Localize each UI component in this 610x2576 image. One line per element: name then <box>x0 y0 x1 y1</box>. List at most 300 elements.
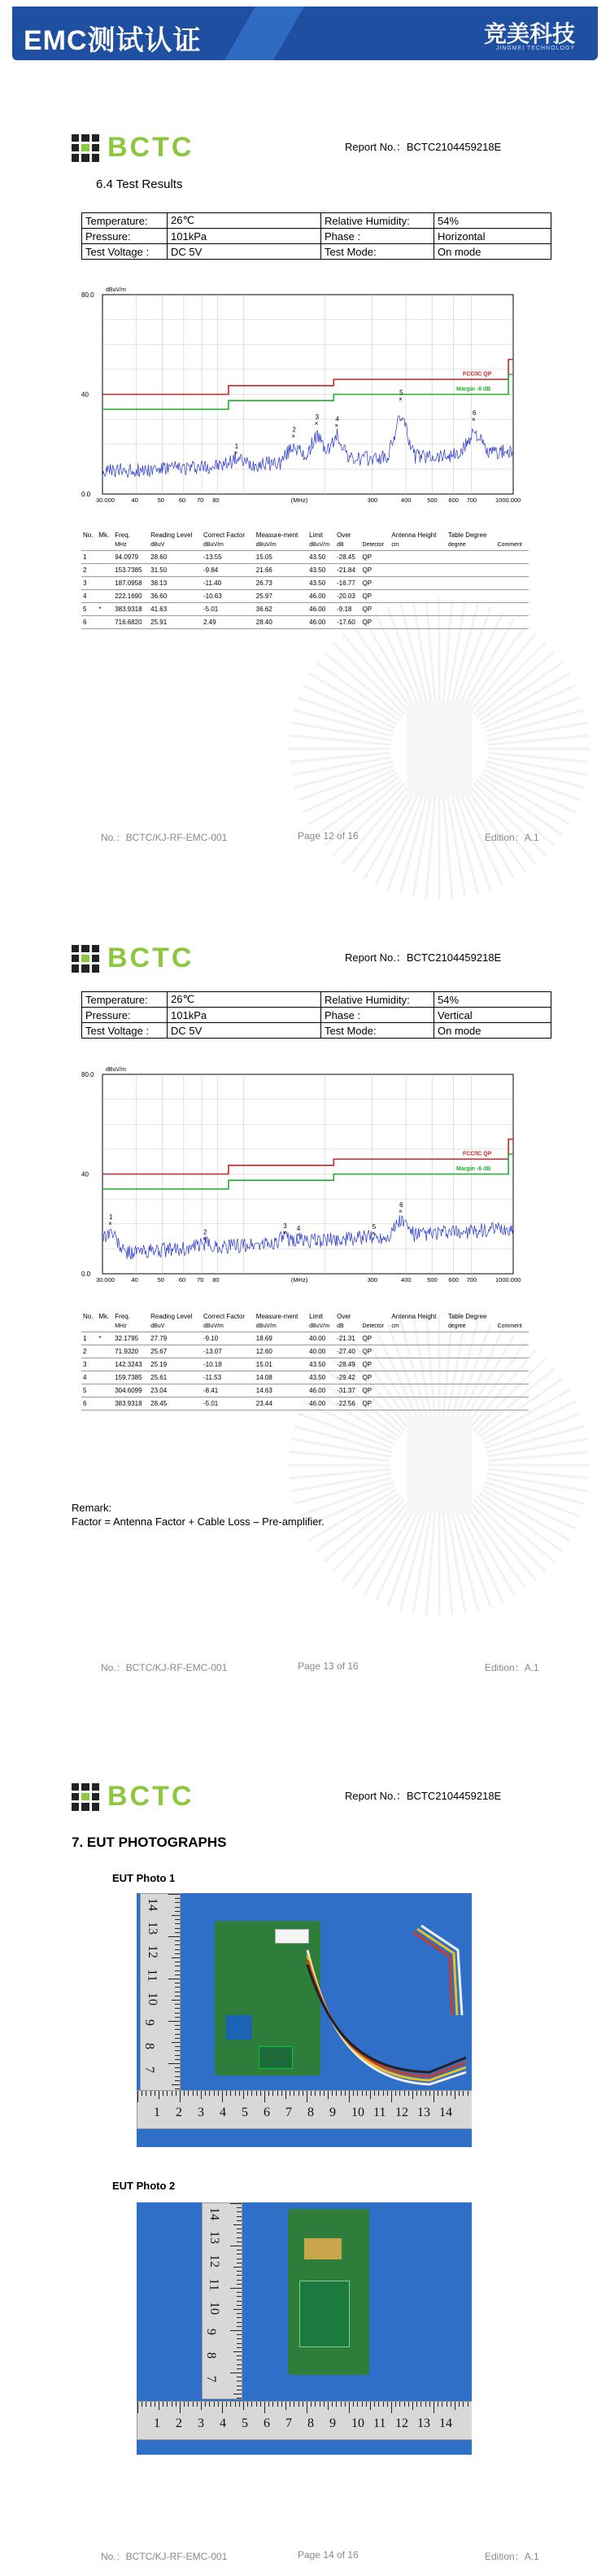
label-humidity: Relative Humidity: <box>321 213 434 229</box>
x-tick-label: 50 <box>157 496 164 504</box>
ruler-number: 6 <box>264 2106 270 2119</box>
remark-text: Factor = Antenna Factor + Cable Loss – Pre-amplifier. <box>72 1515 325 1528</box>
ruler-tick <box>230 2091 231 2096</box>
x-tick-label: 400 <box>401 1276 412 1284</box>
footer-page: Page 13 of 16 <box>298 1660 359 1672</box>
table-cell: QP <box>361 1358 390 1371</box>
ruler-number: 8 <box>204 2352 218 2359</box>
peak-marker-label: 5 <box>399 388 403 396</box>
table-cell <box>390 1358 447 1371</box>
x-tick-label: 70 <box>197 1276 204 1284</box>
table-cell: -8.41 <box>202 1384 255 1397</box>
ruler-tick <box>243 2402 244 2410</box>
ruler-tick <box>218 2402 219 2407</box>
results-header-cell <box>496 1312 529 1321</box>
table-cell: QP <box>361 1332 390 1345</box>
ruler-tick <box>429 2402 430 2407</box>
table-cell <box>390 590 447 603</box>
report-number: Report No.：BCTC2104459218E <box>345 141 502 153</box>
results-header-cell: Limit <box>309 531 324 539</box>
ruler-number: 11 <box>373 2416 386 2430</box>
limit-label: FCC/IC QP <box>463 1151 492 1157</box>
table-cell <box>496 1384 529 1397</box>
table-cell: QP <box>361 1384 390 1397</box>
table-cell <box>390 603 447 616</box>
ruler-tick <box>180 2402 181 2413</box>
photo-label-1: EUT Photo 1 <box>112 1872 176 1884</box>
x-tick-label: 500 <box>427 496 438 504</box>
ruler-tick <box>175 2013 180 2014</box>
table-cell: -20.03 <box>335 590 360 603</box>
ruler-tick <box>341 2402 342 2407</box>
terminal-block <box>259 2046 293 2069</box>
table-cell <box>390 551 447 564</box>
results-unit-cell: dBuV/m <box>255 1321 307 1332</box>
ruler-tick <box>272 2402 273 2407</box>
banner-brand-sub: JINGMEI TECHNOLOGY <box>495 46 575 51</box>
ruler-tick <box>175 1940 180 1941</box>
ruler-tick <box>235 2091 236 2096</box>
table-cell: * <box>97 603 113 616</box>
table-cell <box>447 551 496 564</box>
section-title: 7. EUT PHOTOGRAPHS <box>72 1835 227 1850</box>
ruler-tick <box>237 2275 242 2276</box>
ruler-number: 12 <box>395 2416 408 2430</box>
ruler-tick <box>237 2398 242 2399</box>
table-cell: QP <box>361 551 390 564</box>
ruler-tick <box>137 2091 138 2102</box>
results-unit-cell: degree <box>447 540 496 551</box>
watermark-center <box>407 700 472 798</box>
results-unit-cell: MHz <box>113 1321 149 1332</box>
x-tick-label: 300 <box>367 496 378 504</box>
ruler-tick <box>237 2220 242 2221</box>
table-cell: 222.1690 <box>113 590 149 603</box>
ruler-number: 9 <box>204 2329 218 2335</box>
ruler-number: 3 <box>198 2106 204 2119</box>
ruler-tick <box>463 2402 464 2407</box>
results-table-horizontal <box>81 531 529 629</box>
results-unit-cell <box>97 540 113 551</box>
ruler-number: 11 <box>207 2278 221 2291</box>
ruler-tick <box>260 2091 261 2096</box>
ruler-tick <box>172 2084 180 2085</box>
table-cell <box>390 1332 447 1345</box>
table-row <box>81 1332 529 1345</box>
y-tick-label: 80.0 <box>81 1071 94 1078</box>
ruler-tick <box>237 2317 242 2318</box>
ruler-horizontal <box>137 2401 472 2440</box>
results-header-cell: Correct Factor <box>203 531 246 539</box>
ruler-tick <box>251 2091 252 2096</box>
ruler-tick <box>233 2351 242 2352</box>
table-cell: 25.67 <box>149 1345 202 1358</box>
test-conditions-table <box>81 991 551 1039</box>
ruler-tick <box>172 2000 180 2001</box>
y-tick-label: 0.0 <box>81 1271 91 1278</box>
eut-photo-2 <box>137 2202 472 2455</box>
ruler-number: 12 <box>146 1945 159 1958</box>
value-mode: On mode <box>434 244 551 260</box>
table-cell: -28.45 <box>335 551 360 564</box>
peak-marker-label: 2 <box>292 426 296 434</box>
ruler-tick <box>214 2402 215 2407</box>
results-units-row <box>81 540 529 551</box>
ruler-tick <box>233 2309 242 2310</box>
remark-title: Remark: <box>72 1502 112 1514</box>
peak-marker: × <box>108 1219 112 1227</box>
table-cell: -27.40 <box>335 1345 360 1358</box>
ruler-number: 12 <box>207 2255 221 2268</box>
ruler-tick <box>237 2343 242 2344</box>
results-unit-cell: dBuV/m <box>307 540 335 551</box>
results-unit-cell <box>81 540 97 551</box>
ruler-tick <box>226 2402 227 2407</box>
x-tick-label: 600 <box>448 496 459 504</box>
table-cell: 25.91 <box>149 616 202 629</box>
results-unit-cell <box>97 1321 113 1332</box>
ruler-number: 7 <box>204 2376 218 2382</box>
ruler-tick <box>214 2091 215 2096</box>
results-unit-cell: MHz <box>113 540 149 551</box>
table-cell: 2 <box>81 1345 97 1358</box>
value-phase: Horizontal <box>434 229 551 244</box>
ruler-number: 8 <box>307 2106 314 2119</box>
ruler-number: 14 <box>439 2416 452 2430</box>
table-row <box>81 564 529 577</box>
logo-mark-icon <box>72 134 99 162</box>
results-unit-cell: cm <box>390 1321 447 1332</box>
ruler-tick <box>193 2402 194 2407</box>
table-cell: 43.50 <box>307 577 335 590</box>
ruler-tick <box>193 2091 194 2096</box>
ruler-tick <box>425 2402 426 2407</box>
peak-marker: × <box>334 422 339 430</box>
results-table-vertical <box>81 1312 529 1410</box>
table-cell: 25.19 <box>149 1358 202 1371</box>
table-cell: * <box>97 1332 113 1345</box>
ruler-tick <box>175 2008 180 2009</box>
bctc-logo <box>72 1781 194 1813</box>
table-row <box>81 577 529 590</box>
table-cell: 5 <box>81 1384 97 1397</box>
ruler-number: 8 <box>142 2043 156 2049</box>
results-header-cell: Antenna Height <box>391 1313 437 1320</box>
table-cell: 12.60 <box>255 1345 307 1358</box>
table-cell: 26.73 <box>255 577 307 590</box>
table-cell <box>97 551 113 564</box>
table-cell: 32.1795 <box>113 1332 149 1345</box>
table-cell <box>447 616 496 629</box>
ruler-number: 14 <box>207 2207 221 2220</box>
ruler-tick <box>175 1919 180 1920</box>
value-humidity: 54% <box>434 992 551 1008</box>
ruler-number: 5 <box>242 2106 248 2119</box>
report-page-14 <box>0 1685 610 2576</box>
ruler-number: 2 <box>176 2106 182 2119</box>
table-row <box>81 1371 529 1384</box>
results-units-row <box>81 1321 529 1332</box>
ruler-tick <box>168 2063 180 2064</box>
ruler-tick <box>175 1911 180 1912</box>
x-tick-label: 80 <box>212 496 220 504</box>
ruler-tick <box>353 2402 354 2407</box>
ruler-tick <box>237 2322 242 2323</box>
ruler-tick <box>197 2402 198 2407</box>
table-cell: 25.97 <box>255 590 307 603</box>
x-tick-label: 500 <box>427 1276 438 1284</box>
table-cell: -16.77 <box>335 577 360 590</box>
ruler-tick <box>332 2402 333 2407</box>
ruler-number: 10 <box>351 2416 364 2430</box>
ruler-tick <box>175 2050 180 2051</box>
ruler-tick <box>328 2402 329 2410</box>
label-pressure: Pressure: <box>82 1008 168 1023</box>
logo-word: BCTC <box>107 132 194 163</box>
table-cell: 18.69 <box>255 1332 307 1345</box>
ruler-tick <box>237 2237 242 2238</box>
table-cell <box>496 1358 529 1371</box>
ruler-tick <box>222 2402 223 2413</box>
label-temperature: Temperature: <box>82 213 168 229</box>
results-unit-cell: degree <box>447 1321 496 1332</box>
y-tick-label: 40 <box>81 391 89 399</box>
results-header-cell <box>361 531 390 540</box>
ruler-tick <box>237 2271 242 2272</box>
x-tick-label: 700 <box>466 1276 477 1284</box>
table-cell <box>390 1371 447 1384</box>
results-unit-cell: Comment <box>496 1321 529 1332</box>
ruler-tick <box>175 1987 180 1988</box>
ruler-tick <box>180 2091 181 2102</box>
x-tick-label: 30.000 <box>96 496 115 504</box>
table-cell: 46.00 <box>307 603 335 616</box>
ruler-tick <box>237 2280 242 2281</box>
x-tick-label: 400 <box>401 496 412 504</box>
ruler-number: 12 <box>395 2106 408 2119</box>
logo-mark-icon <box>72 1783 99 1811</box>
table-cell: 40.00 <box>307 1345 335 1358</box>
table-cell <box>97 1371 113 1384</box>
table-row <box>81 590 529 603</box>
ruler-number: 5 <box>242 2416 248 2430</box>
table-cell <box>390 1345 447 1358</box>
peak-marker: × <box>295 1231 300 1239</box>
ruler-tick <box>222 2091 223 2102</box>
label-pressure: Pressure: <box>82 229 168 244</box>
results-header-cell: Table Degree <box>447 1313 487 1320</box>
ruler-tick <box>188 2402 189 2407</box>
results-unit-cell <box>81 1321 97 1332</box>
ruler-tick <box>412 2402 413 2410</box>
ruler-tick <box>201 2091 202 2099</box>
table-cell <box>496 1345 529 1358</box>
ruler-tick <box>218 2091 219 2096</box>
ruler-number: 8 <box>307 2416 314 2430</box>
ruler-number: 10 <box>207 2302 221 2315</box>
ruler-tick <box>416 2402 417 2407</box>
label-mode: Test Mode: <box>321 1023 434 1039</box>
ruler-tick <box>168 1894 180 1895</box>
table-cell: 3 <box>81 577 97 590</box>
table-cell: 28.45 <box>149 1397 202 1410</box>
ruler-tick <box>175 1932 180 1933</box>
y-axis-label: dBuV/m <box>106 287 126 293</box>
ruler-tick <box>205 2402 206 2407</box>
table-cell <box>447 564 496 577</box>
table-cell: 2 <box>81 564 97 577</box>
peak-marker-label: 1 <box>109 1213 113 1221</box>
margin-label: Margin -6 dB <box>456 386 491 392</box>
table-cell: QP <box>361 603 390 616</box>
eut-photo-1 <box>137 1893 472 2147</box>
label-mode: Test Mode: <box>321 244 434 260</box>
table-cell: 23.44 <box>255 1397 307 1410</box>
table-cell: 28.40 <box>255 616 307 629</box>
margin-label: Margin -6 dB <box>456 1166 491 1172</box>
ruler-tick <box>237 2254 242 2255</box>
table-cell <box>97 1358 113 1371</box>
ruler-tick <box>175 1970 180 1971</box>
ruler-tick <box>201 2402 202 2410</box>
value-voltage: DC 5V <box>168 244 321 260</box>
ruler-tick <box>175 1949 180 1950</box>
footer-edition: Edition：A.1 <box>485 832 539 843</box>
peak-marker: × <box>282 1229 286 1237</box>
results-unit-cell: dB <box>335 540 360 551</box>
peak-marker-label: 4 <box>335 415 339 423</box>
ruler-tick <box>167 2091 168 2096</box>
ruler-tick <box>235 2402 236 2407</box>
emission-chart-vertical <box>78 1058 534 1294</box>
peak-marker-label: 3 <box>283 1222 287 1231</box>
table-cell: -21.31 <box>335 1332 360 1345</box>
ruler-tick <box>336 2402 337 2407</box>
ruler-tick <box>175 2046 180 2047</box>
ruler-number: 13 <box>207 2231 221 2244</box>
label-temperature: Temperature: <box>82 992 168 1008</box>
ruler-tick <box>408 2402 409 2407</box>
ruler-tick <box>264 2402 265 2413</box>
table-cell <box>447 577 496 590</box>
peak-marker-label: 5 <box>372 1223 377 1231</box>
ruler-tick <box>362 2402 363 2407</box>
table-row <box>81 616 529 629</box>
y-tick-label: 0.0 <box>81 491 91 498</box>
ruler-number: 7 <box>285 2416 292 2430</box>
table-cell <box>447 603 496 616</box>
x-tick-label: 700 <box>466 496 477 504</box>
peak-marker: × <box>202 1235 207 1243</box>
table-cell: 153.7385 <box>113 564 149 577</box>
table-cell: 43.50 <box>307 564 335 577</box>
ruler-tick <box>175 2038 180 2039</box>
top-banner <box>12 7 598 60</box>
ruler-tick <box>256 2402 257 2407</box>
ruler-tick <box>391 2402 392 2413</box>
label-humidity: Relative Humidity: <box>321 992 434 1008</box>
ruler-tick <box>345 2402 346 2407</box>
ruler-number: 7 <box>142 2066 156 2073</box>
ruler-tick <box>175 2076 180 2077</box>
value-humidity: 54% <box>434 213 551 229</box>
ruler-tick <box>167 2402 168 2407</box>
ruler-tick <box>237 2334 242 2335</box>
table-cell: 383.9318 <box>113 1397 149 1410</box>
value-pressure: 101kPa <box>168 1008 321 1023</box>
ruler-tick <box>237 2305 242 2306</box>
ruler-tick <box>226 2091 227 2096</box>
table-cell <box>496 1332 529 1345</box>
peak-marker: × <box>399 1208 403 1216</box>
ruler-tick <box>357 2402 358 2407</box>
table-cell: 43.50 <box>307 1371 335 1384</box>
ruler-number: 10 <box>146 1992 159 2005</box>
table-cell: 46.00 <box>307 616 335 629</box>
ruler-tick <box>172 1957 180 1958</box>
table-cell: 159.7385 <box>113 1371 149 1384</box>
ruler-tick <box>150 2402 151 2407</box>
ruler-number: 3 <box>198 2416 204 2430</box>
ruler-tick <box>247 2091 248 2096</box>
table-cell <box>390 564 447 577</box>
footer-edition: Edition：A.1 <box>485 2551 539 2562</box>
x-tick-label: 50 <box>157 1276 164 1284</box>
table-cell <box>97 616 113 629</box>
ruler-number: 11 <box>373 2106 386 2119</box>
table-cell <box>496 616 529 629</box>
bctc-logo <box>72 942 194 974</box>
results-header-cell: Correct Factor <box>203 1313 246 1320</box>
table-cell <box>97 1397 113 1410</box>
table-cell: 383.9318 <box>113 603 149 616</box>
table-row <box>81 1345 529 1358</box>
results-unit-cell: Detector <box>361 1321 390 1332</box>
watermark-center <box>407 1416 472 1514</box>
footer-edition: Edition：A.1 <box>485 1662 539 1673</box>
value-temperature: 26℃ <box>168 213 321 229</box>
ruler-tick <box>237 2211 242 2212</box>
table-cell <box>496 551 529 564</box>
results-header-cell: Measure-ment <box>255 1313 298 1320</box>
peak-marker-label: 6 <box>473 409 477 418</box>
table-cell: -5.01 <box>202 603 255 616</box>
ruler-tick <box>387 2402 388 2407</box>
table-cell: 23.04 <box>149 1384 202 1397</box>
ruler-number: 1 <box>154 2106 160 2119</box>
ruler-tick <box>237 2313 242 2314</box>
ruler-tick <box>237 2368 242 2369</box>
table-cell: -10.18 <box>202 1358 255 1371</box>
table-cell: 4 <box>81 590 97 603</box>
table-cell: 716.6820 <box>113 616 149 629</box>
pcb-component <box>304 2238 342 2259</box>
results-header-cell <box>361 1312 390 1321</box>
table-cell <box>97 590 113 603</box>
ruler-tick <box>237 2207 242 2208</box>
ruler-tick <box>237 2326 242 2327</box>
peak-marker-label: 6 <box>399 1201 403 1209</box>
table-cell: 1 <box>81 551 97 564</box>
table-cell <box>447 1397 496 1410</box>
ruler-number: 9 <box>329 2416 336 2430</box>
ruler-tick <box>370 2402 371 2410</box>
ruler-tick <box>243 2091 244 2099</box>
ruler-tick <box>395 2402 396 2407</box>
results-header-cell: Freq. <box>115 531 130 539</box>
table-cell: QP <box>361 590 390 603</box>
label-phase: Phase : <box>321 1008 434 1023</box>
